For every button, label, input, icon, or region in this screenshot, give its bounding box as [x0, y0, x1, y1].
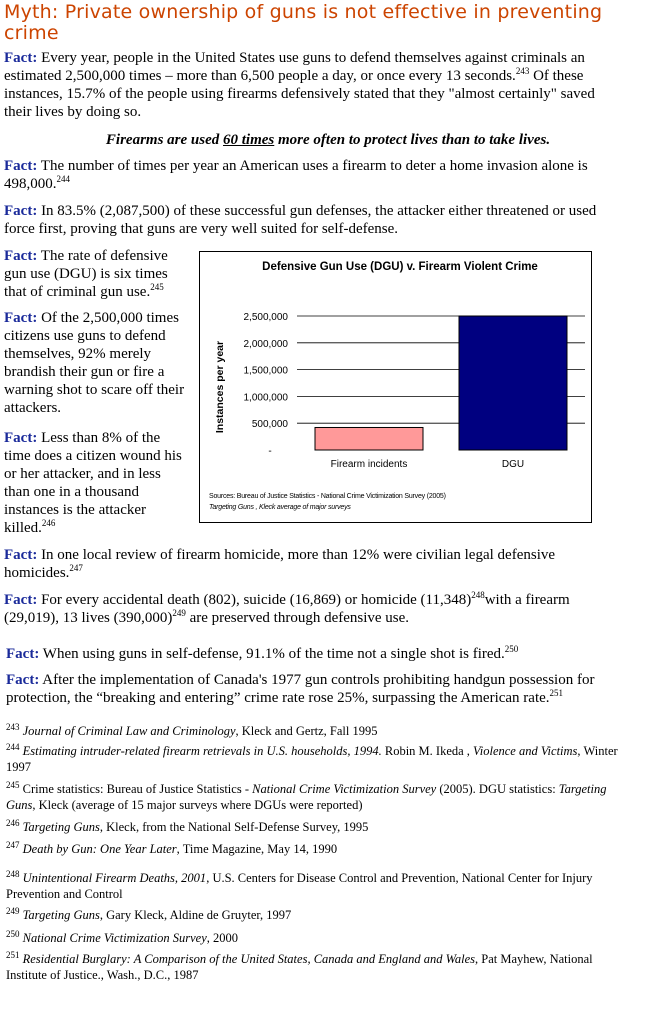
- chart-bar: [459, 316, 567, 450]
- footnote-source-detail: , Kleck and Gertz, Fall 1995: [235, 724, 378, 738]
- footnote-number: 245: [6, 779, 20, 790]
- footnote-source-title: Death by Gun: One Year Later: [22, 842, 177, 856]
- footnote-ref: 243: [515, 66, 530, 76]
- chart-y-tick-label: 500,000: [251, 419, 288, 431]
- dgu-chart: [199, 251, 592, 523]
- footnote-source-detail: , Kleck, from the National Self-Defense Survey, 1995: [99, 820, 369, 834]
- fact-label: Fact:: [4, 158, 38, 174]
- footnote: [6, 841, 646, 857]
- footnote: [6, 723, 646, 739]
- chart-source-line-2: Targeting Guns , Kleck average of major surveys: [209, 504, 351, 511]
- footnote-ref: 247: [69, 563, 83, 573]
- fact-text: Of the 2,500,000 times citizens use guns to defend themselves, 92% merely brandish their gun or fire a warning shot to scare off their attackers.: [4, 310, 185, 416]
- footnote-ref: 246: [41, 518, 56, 528]
- footnote-source-detail: , 2000: [206, 931, 238, 945]
- footnote-source-detail: , Time Magazine, May 14, 1990: [176, 842, 338, 856]
- fact-paragraph: [4, 591, 624, 627]
- chart-y-tick-label: 1,000,000: [243, 392, 288, 404]
- chart-canvas: [200, 252, 591, 522]
- fact-label: Fact:: [4, 203, 38, 219]
- footnote-number: 251: [6, 949, 20, 960]
- fact-label: Fact:: [4, 592, 38, 608]
- fact-paragraph: [4, 429, 190, 537]
- fact-label: Fact:: [4, 248, 38, 264]
- fact-label: Fact:: [6, 646, 40, 662]
- footnote-source-title: Unintentional Firearm Deaths, 2001: [22, 871, 207, 885]
- fact-text: Less than 8% of the time does a citizen wound his or her attacker, and in less than one in a thousand instances is the attacker killed.: [4, 430, 182, 536]
- fact-text: For every accidental death (802), suicide (16,869) or homicide (11,348): [41, 592, 472, 608]
- footnote-source-title: Targeting Guns: [22, 820, 100, 834]
- fact-paragraph: [6, 645, 646, 663]
- chart-source-line-1: Sources: Bureau of Justice Statistics - National Crime Victimization Survey (2005): [209, 493, 446, 500]
- footnote: [6, 930, 646, 946]
- footnote-source-title: Estimating intruder-related firearm retrievals in U.S. households, 1994.: [22, 744, 382, 758]
- fact-paragraph: [4, 546, 614, 582]
- footnote-ref: 244: [56, 174, 70, 184]
- fact-paragraph: [6, 671, 631, 707]
- footnote-source-title: National Crime Victimization Survey: [22, 931, 207, 945]
- chart-category-label: DGU: [501, 459, 525, 470]
- fact-paragraph: [4, 202, 624, 238]
- footnote-source-title: National Crime Victimization Survey: [252, 782, 437, 796]
- footnote-number: 248: [6, 868, 20, 879]
- footnote-source-journal: Violence and Victims: [473, 744, 578, 758]
- footnote-ref: 250: [504, 644, 519, 654]
- footnote-ref: 251: [549, 688, 564, 698]
- fact-paragraph: [4, 309, 190, 417]
- chart-y-zero-label: -: [268, 446, 272, 457]
- footnote-source-detail: , U.S. Centers for Disease Control and Prevention, National Center for Injury Prevention and Control: [6, 871, 593, 901]
- fact-text-end: are preserved through defensive use.: [185, 610, 410, 626]
- footnote-number: 243: [6, 721, 20, 732]
- footnote-number: 249: [6, 905, 20, 916]
- footnote-source-detail: (2005). DGU statistics:: [436, 782, 559, 796]
- highlight-quote: [0, 131, 656, 149]
- chart-y-axis-label: Instances per year: [214, 340, 226, 434]
- chart-y-tick-label: 2,000,000: [243, 338, 288, 350]
- fact-text: The number of times per year an American uses a firearm to deter a home invasion alone is 498,000.: [4, 158, 588, 192]
- chart-y-tick-label: 2,500,000: [243, 312, 288, 323]
- footnote-number: 244: [6, 741, 20, 752]
- footnote-source-title: Journal of Criminal Law and Criminology: [22, 724, 236, 738]
- footnote-source-detail: , Pat Mayhew, National Institute of Justice., Wash., D.C., 1987: [6, 952, 593, 982]
- footnote: [6, 743, 631, 775]
- footnote-source-detail: Robin M. Ikeda ,: [381, 744, 474, 758]
- fact-text: In 83.5% (2,087,500) of these successful gun defenses, the attacker either threatened or used force first, proving that guns are very well suited for self-defense.: [4, 203, 597, 237]
- fact-text-continued: with a firearm (29,019), 13 lives (390,000): [4, 592, 570, 626]
- chart-y-tick-label: 1,500,000: [243, 365, 288, 377]
- chart-title: Defensive Gun Use (DGU) v. Firearm Violent Crime: [262, 261, 538, 273]
- footnote-source-detail: , Gary Kleck, Aldine de Gruyter, 1997: [99, 908, 292, 922]
- fact-label: Fact:: [4, 547, 38, 563]
- footnote-source-detail: Crime statistics: Bureau of Justice Statistics -: [22, 782, 253, 796]
- footnote-ref: 245: [150, 282, 164, 292]
- footnote-number: 246: [6, 817, 20, 828]
- fact-label: Fact:: [6, 672, 40, 688]
- fact-label: Fact:: [4, 430, 38, 446]
- page-title: Myth: Private ownership of guns is not effective in preventing crime: [4, 1, 603, 44]
- footnote: [6, 951, 606, 983]
- fact-paragraph: [4, 157, 644, 193]
- footnote-source-book: Targeting Guns: [6, 782, 607, 812]
- footnote-source-detail: , Kleck (average of 15 major surveys where DGUs were reported): [32, 798, 363, 812]
- fact-paragraph: [4, 247, 190, 301]
- fact-label: Fact:: [4, 310, 38, 326]
- footnote: [6, 819, 646, 835]
- chart-y-ticks: [244, 312, 289, 457]
- fact-text: After the implementation of Canada's 1977 gun controls prohibiting handgun possession for protection, the “breaking and entering” crime rate rose 25%, surpassing the American rate.: [6, 672, 595, 706]
- footnote-ref: 249: [172, 608, 186, 618]
- quote-text: Firearms are used: [105, 132, 224, 148]
- chart-x-categories: [331, 459, 524, 470]
- footnote-source-title: Residential Burglary: A Comparison of the United States, Canada and England and Wales: [22, 952, 476, 966]
- footnote: [6, 781, 611, 813]
- quote-text-end: more often to protect lives than to take lives.: [274, 132, 551, 148]
- footnote-number: 250: [6, 928, 20, 939]
- fact-text-continued: Of these instances, 15.7% of the people using firearms defensively stated that they "almost certainly" saved their lives by doing so.: [4, 68, 595, 120]
- fact-paragraph: [4, 49, 616, 121]
- footnote: [6, 907, 646, 923]
- chart-bar: [315, 427, 423, 450]
- chart-category-label: Firearm incidents: [330, 459, 408, 470]
- fact-text: When using guns in self-defense, 91.1% of the time not a single shot is fired.: [42, 646, 505, 662]
- fact-text: In one local review of firearm homicide, more than 12% were civilian legal defensive homicides.: [4, 547, 556, 581]
- quote-emphasis: 60 times: [223, 132, 275, 148]
- footnote-ref: 248: [471, 590, 485, 600]
- fact-text: Every year, people in the United States use guns to defend themselves against criminals an estimated 2,500,000 times – more than 6,500 people a day, or once every 13 seconds.: [4, 50, 585, 84]
- footnote-source-detail: , Winter 1997: [6, 744, 618, 774]
- footnote-number: 247: [6, 839, 20, 850]
- chart-bars: [315, 316, 567, 450]
- footnote-source-title: Targeting Guns: [22, 908, 100, 922]
- footnote: [6, 870, 616, 902]
- fact-label: Fact:: [4, 50, 38, 66]
- fact-text: The rate of defensive gun use (DGU) is six times that of criminal gun use.: [4, 248, 168, 300]
